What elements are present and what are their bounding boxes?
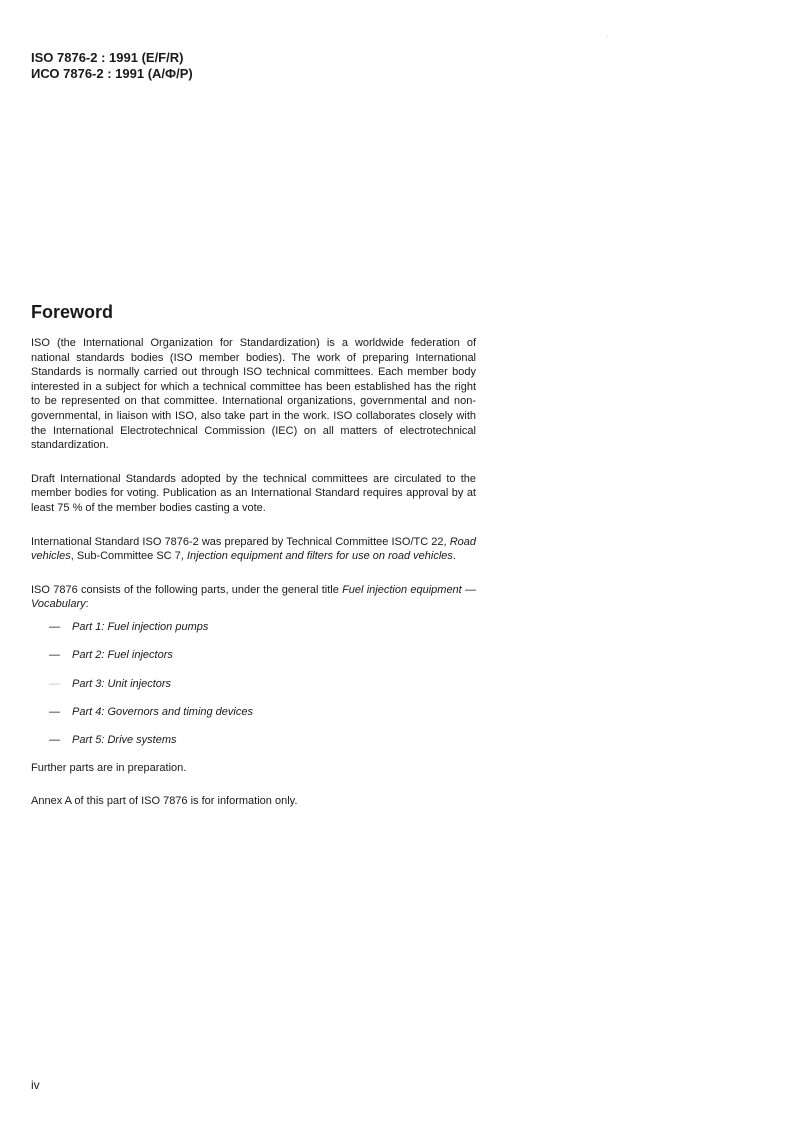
header-reference-ru: ИСО 7876-2 : 1991 (А/Ф/Р) (31, 66, 193, 81)
list-dash: — (49, 620, 60, 633)
paragraph-parts-intro (31, 583, 476, 612)
paragraph-draft-standards: Draft International Standards adopted by the technical committees are circulated to the member bodies for voting. Publication as an International Standard requires approval by at least 75 % of the member bodies casting a vote. (31, 472, 476, 514)
document-header (31, 50, 193, 82)
part-title: Part 1: Fuel injection pumps (72, 620, 209, 633)
prepared-by-text: International Standard ISO 7876-2 was prepared by Technical Committee ISO/TC 22, (31, 535, 450, 548)
paragraph-annex-note: Annex A of this part of ISO 7876 is for information only. (31, 795, 298, 808)
list-dash: — (49, 649, 60, 662)
parts-list (31, 620, 476, 762)
list-dash: — (49, 706, 60, 719)
prepared-by-text-2: , Sub-Committee SC 7, (70, 550, 187, 563)
part-title: Part 5: Drive systems (72, 734, 177, 747)
part-title: Part 4: Governors and timing devices (72, 706, 253, 719)
part-title: Part 3: Unit injectors (72, 677, 172, 690)
prepared-by-end: . (452, 550, 456, 563)
header-reference-en: ISO 7876-2 : 1991 (E/F/R) (31, 50, 184, 65)
parts-intro-end: : (85, 598, 89, 611)
list-item (31, 620, 476, 648)
list-dash: — (49, 734, 60, 747)
list-item (31, 677, 476, 705)
paragraph-further-parts: Further parts are in preparation. (31, 761, 187, 774)
list-dash: — (49, 677, 60, 690)
list-item (31, 648, 476, 676)
general-title: Fuel injection equipment — Vocabulary (31, 583, 476, 611)
scan-speck (607, 36, 608, 37)
part-title: Part 2: Fuel injectors (72, 649, 173, 662)
parts-intro-text: ISO 7876 consists of the following parts, under the general title (31, 583, 343, 596)
page-number: iv (31, 1078, 40, 1092)
committee-title: Road vehicles (31, 535, 476, 563)
list-item (31, 733, 476, 761)
list-item (31, 705, 476, 733)
subcommittee-title: Injection equipment and filters for use on road vehicles (186, 550, 453, 563)
paragraph-iso-description: ISO (the International Organization for Standardization) is a worldwide federation of national standards bodies (ISO member bodies). The work of preparing International Standards is normally carried out through ISO technical committees. Each member body interested in a subject for which a technical committee has been established has the right to be represented on that committee. International organizations, governmental and non-governmental, in liaison with ISO, also take part in the work. ISO collaborates closely with the International Electrotechnical Commission (IEC) on all matters of electrotechnical standardization. (31, 337, 476, 452)
section-title: Foreword (31, 302, 114, 322)
foreword-body (31, 336, 476, 809)
paragraph-prepared-by (31, 535, 476, 564)
